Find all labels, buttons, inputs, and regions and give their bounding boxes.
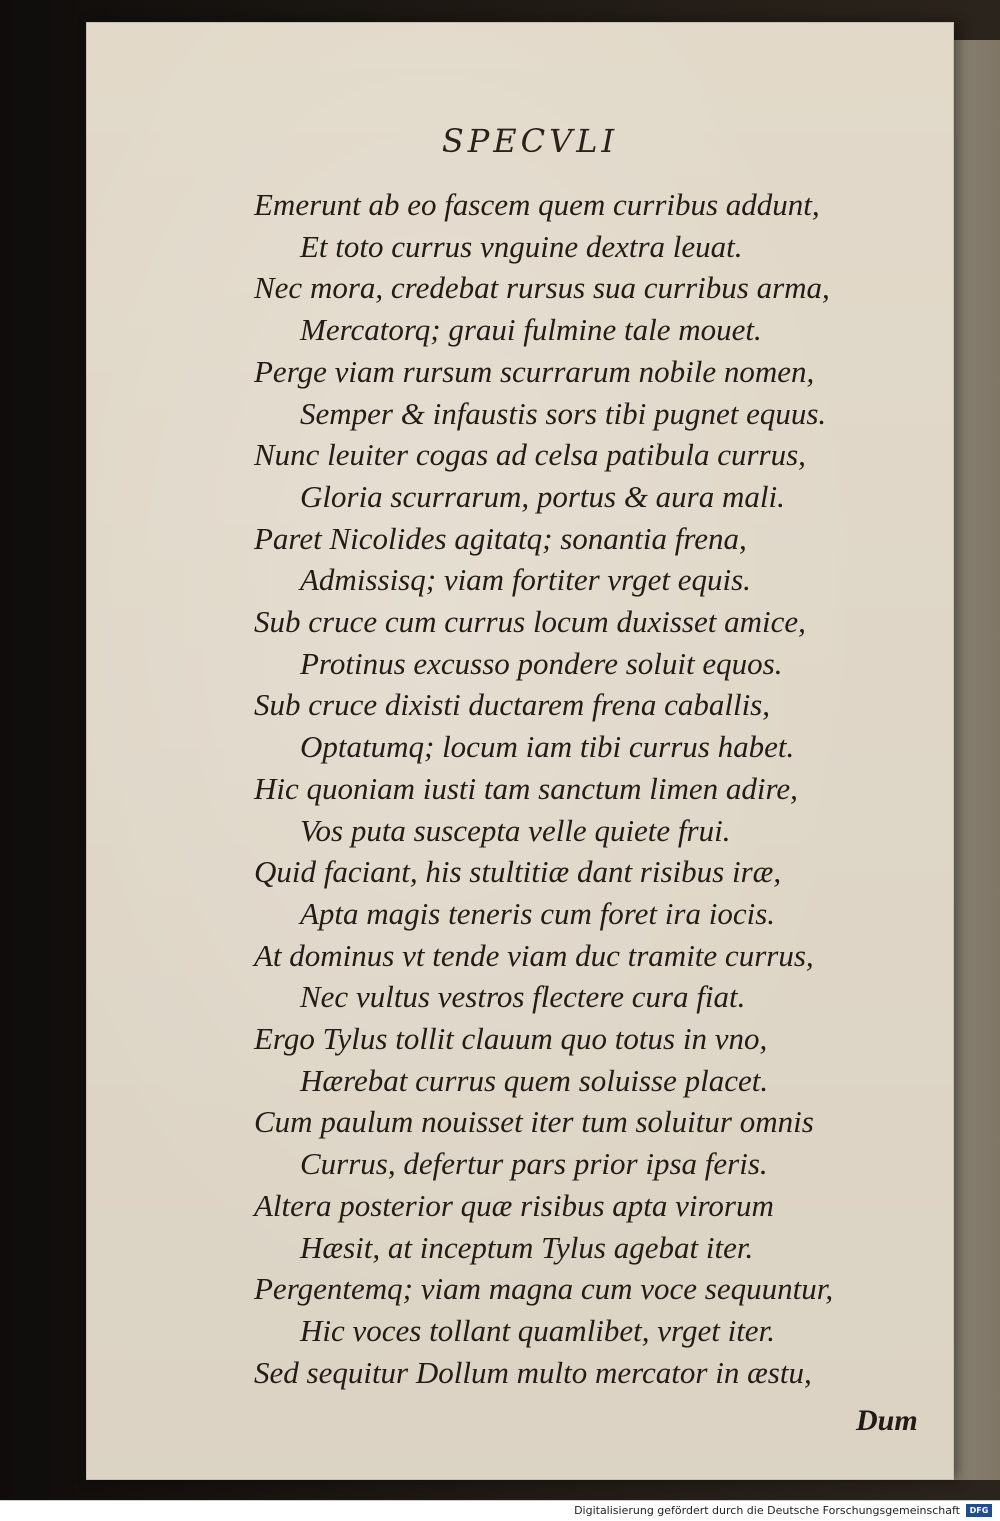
verse-line: Admissisq; viam fortiter vrget equis. <box>300 562 751 598</box>
verse-line: Ergo Tylus tollit clauum quo totus in vno, <box>254 1021 768 1057</box>
verse-line: Gloria scurrarum, portus & aura mali. <box>300 478 785 514</box>
verse-line: Paret Nicolides agitatq; sonantia frena, <box>254 520 747 556</box>
running-head: SPECVLI <box>441 122 619 160</box>
book-page <box>86 22 954 1480</box>
verse-line: Nec mora, credebat rursus sua curribus arma, <box>254 270 830 306</box>
verse-line: Optatumq; locum iam tibi currus habet. <box>300 729 795 765</box>
verse-line: Nunc leuiter cogas ad celsa patibula currus, <box>254 437 806 473</box>
verse-line: Hic quoniam iusti tam sanctum limen adire, <box>254 770 798 806</box>
verse-line: Cum paulum nouisset iter tum soluitur omnis <box>254 1104 814 1140</box>
verse-line: Protinus excusso pondere soluit equos. <box>300 645 783 681</box>
verse-block <box>254 184 894 1393</box>
verse-line: Emerunt ab eo fascem quem curribus addunt, <box>254 187 820 222</box>
verse-line: Apta magis teneris cum foret ira iocis. <box>300 895 776 931</box>
verse-line: Sub cruce dixisti ductarem frena caballis, <box>254 687 770 723</box>
verse-line: Vos puta suscepta velle quiete frui. <box>300 812 731 848</box>
verse-line: Nec vultus vestros flectere cura fiat. <box>300 979 746 1015</box>
footer-bar <box>0 1500 1000 1521</box>
verse-line: Hæsit, at inceptum Tylus agebat iter. <box>300 1229 754 1265</box>
verse-line: Perge viam rursum scurrarum nobile nomen, <box>254 353 815 389</box>
catchword: Dum <box>856 1404 918 1437</box>
verse-line: Altera posterior quæ risibus apta virorum <box>254 1187 774 1223</box>
verse-line: Et toto currus vnguine dextra leuat. <box>300 228 743 264</box>
dfg-logo-icon: DFG <box>966 1504 992 1517</box>
verse-line: At dominus vt tende viam duc tramite currus, <box>254 937 814 973</box>
footer-credit: Digitalisierung gefördert durch die Deutsche Forschungsgemeinschaft <box>574 1504 960 1517</box>
verse-line: Hærebat currus quem soluisse placet. <box>300 1062 769 1098</box>
verse-line: Pergentemq; viam magna cum voce sequuntur, <box>254 1271 834 1307</box>
verse-line: Semper & infaustis sors tibi pugnet equus. <box>300 395 827 431</box>
verse-line: Mercatorq; graui fulmine tale mouet. <box>300 312 762 348</box>
verse-line: Quid faciant, his stultitiæ dant risibus iræ, <box>254 854 782 890</box>
verse-line: Currus, defertur pars prior ipsa feris. <box>300 1146 768 1182</box>
verse-line: Sed sequitur Dollum multo mercator in æstu, <box>254 1354 812 1390</box>
verse-line: Sub cruce cum currus locum duxisset amice, <box>254 604 806 640</box>
verse-line: Hic voces tollant quamlibet, vrget iter. <box>300 1312 775 1348</box>
